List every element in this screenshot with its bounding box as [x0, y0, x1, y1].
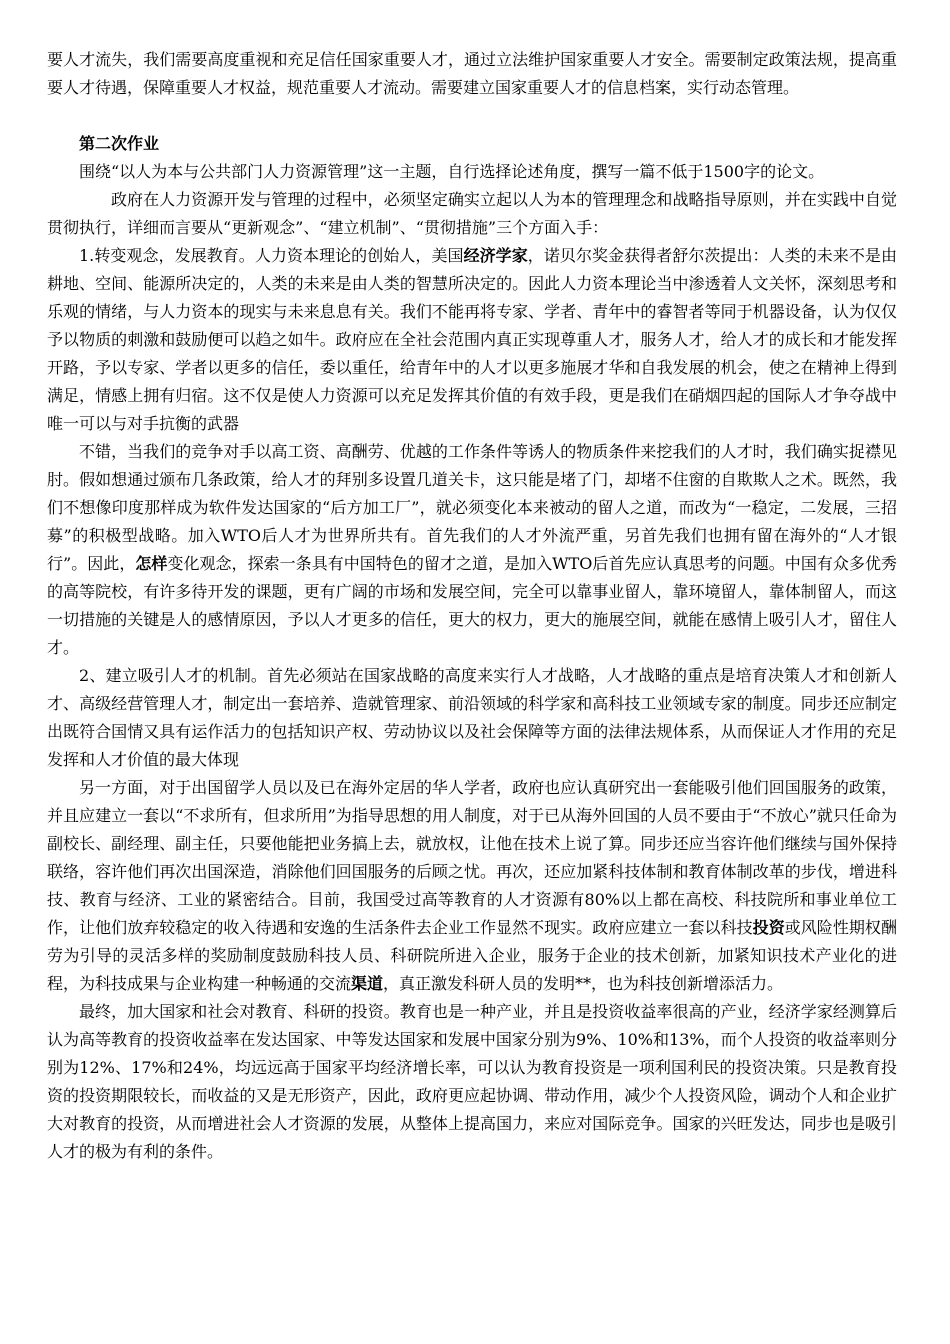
paragraph-2-text-a: 不错，当我们的竞争对手以高工资、高酬劳、优越的工作条件等诱人的物质条件来挖我们的人才时，我们确实捉襟见肘。假如想通过颁布几条政策，给人才的拜别多设置几道关卡，这只能是堵了门，却堵不住窗的自欺欺人之术。既然，我们不想像印度那样成为软件发达国家的“后方加工厂”，就必须变化本来被动的留人之道，而改为“一稳定，二发展，三招募”的积极型战略。加入WTO后人才为世界所共有。首先我们的人才外流严重，另首先我们也拥有留在海外的“人才银行”。因此，: [47, 442, 897, 573]
intro-tail-paragraph: 要人才流失，我们需要高度重视和充足信任国家重要人才，通过立法维护国家重要人才安全。需要制定政策法规，提高重要人才待遇，保障重要人才权益，规范重要人才流动。需要建立国家重要人才的信息档案，实行动态管理。: [47, 50, 897, 97]
assignment-prompt: 围绕“以人为本与公共部门人力资源管理”这一主题，自行选择论述角度，撰写一篇不低于1500字的论文。: [79, 162, 825, 181]
assignment-heading: 第二次作业: [79, 134, 160, 153]
paragraph-4-text-a: 另一方面，对于出国留学人员以及已在海外定居的华人学者，政府也应认真研究出一套能吸引他们回国服务的政策，并且应建立一套以“不求所有，但求所用”为指导思想的用人制度，对于已从海外回国的人员不要由于“不放心”就只任命为副校长、副经理、副主任，只要他能把业务搞上去，就放权，让他在技术上说了算。同步还应当容许他们继续与国外保持联络，容许他们再次出国深造，消除他们回国服务的后顾之忧。再次，还应加紧科技体制和教育体制改革的步伐，增进科技、教育与经济、工业的紧密结合。目前，我国受过高等教育的人才资源有80%以上都在高校、科技院所和事业单位工作，让他们放弃较稳定的收入待遇和安逸的生活条件去企业工作显然不现实。政府应建立一套以科技: [47, 778, 897, 937]
keyword-link-how[interactable]: 怎样: [135, 554, 168, 573]
keyword-link-channel[interactable]: 渠道: [351, 974, 384, 993]
paragraph-1-text-c: ，诺贝尔奖金获得者舒尔茨提出：人类的未来不是由耕地、空间、能源所决定的，人类的未来是由人类的智慧所决定的。因此人力资本理论当中渗透着人文关怀，深刻思考和乐观的情绪，与人力资本的现实与未来息息有关。我们不能再将专家、学者、青年中的睿智者等同于机器设备，认为仅仅予以物质的刺激和鼓励便可以趋之如牛。政府应在全社会范围内真正实现尊重人才，服务人才，给人才的成长和才能发挥开路，予以专家、学者以更多的信任，委以重任，给青年中的人才以更多施展才华和自我发展的机会，使之在精神上得到满足，情感上拥有归宿。这不仅是使人力资源可以充足发挥其价值的有效手段，更是我们在硝烟四起的国际人才争夺战中唯一可以与对手抗衡的武器: [47, 246, 897, 433]
paragraph-1-text-a: 1.转变观念，发展教育。人力资本理论的创始人，美国: [79, 246, 464, 265]
essay-paragraph-3: 2、建立吸引人才的机制。首先必须站在国家战略的高度来实行人才战略，人才战略的重点是培育决策人才和创新人才、高级经营管理人才，制定出一套培养、造就管理家、前沿领域的科学家和高科技工业领域专家的制度。同步还应制定出既符合国情又具有运作活力的包括知识产权、劳动协议以及社会保障等方面的法律法规体系，从而保证人才作用的充足发挥和人才价值的最大体现: [47, 666, 897, 769]
document-page: [47, 46, 897, 1166]
essay-paragraph-5: 最终，加大国家和社会对教育、科研的投资。教育也是一种产业，并且是投资收益率很高的产业，经济学家经测算后认为高等教育的投资收益率在发达国家、中等发达国家和发展中国家分别为9%、10%和13%，而个人投资的收益率则分别为12%、17%和24%，均远远高于国家平均经济增长率，可以认为教育投资是一项利国利民的投资决策。只是教育投资的投资期限较长，而收益的又是无形资产，因此，政府更应起协调、带动作用，减少个人投资风险，调动个人和企业扩大对教育的投资，从而增进社会人才资源的发展，从整体上提高国力，来应对国际竞争。国家的兴旺发达，同步也是吸引人才的极为有利的条件。: [47, 1002, 897, 1161]
essay-paragraph-2: [47, 438, 897, 662]
essay-paragraph-1: [47, 242, 897, 438]
paragraph-4-text-e: ，真正激发科研人员的发明**，也为科技创新增添活力。: [383, 974, 784, 993]
essay-opening: 政府在人力资源开发与管理的过程中，必须坚定确实立起以人为本的管理理念和战略指导原则，并在实践中自觉贯彻执行，详细而言要从“更新观念”、“建立机制”、“贯彻措施”三个方面入手：: [47, 190, 897, 237]
paragraph-4-text-c: 或风险性期权酬劳为引导的灵活多样的奖励制度鼓励科技人员、科研院所进入企业，服务于企业的技术创新，加紧知识技术产业化的进程，为科技成果与企业构建一种畅通的交流: [47, 918, 897, 993]
keyword-link-economist[interactable]: 经济学家: [463, 246, 528, 265]
essay-paragraph-4: [47, 774, 897, 998]
keyword-link-investment[interactable]: 投资: [752, 918, 785, 937]
paragraph-2-text-c: 变化观念，探索一条具有中国特色的留才之道，是加入WTO后首先应认真思考的问题。中国有众多优秀的高等院校，有许多待开发的课题，更有广阔的市场和发展空间，完全可以靠事业留人，靠环境留人，靠体制留人，而这一切措施的关键是人的感情原因，予以人才更多的信任，更大的权力，更大的施展空间，就能在感情上吸引人才，留住人才。: [47, 554, 897, 657]
